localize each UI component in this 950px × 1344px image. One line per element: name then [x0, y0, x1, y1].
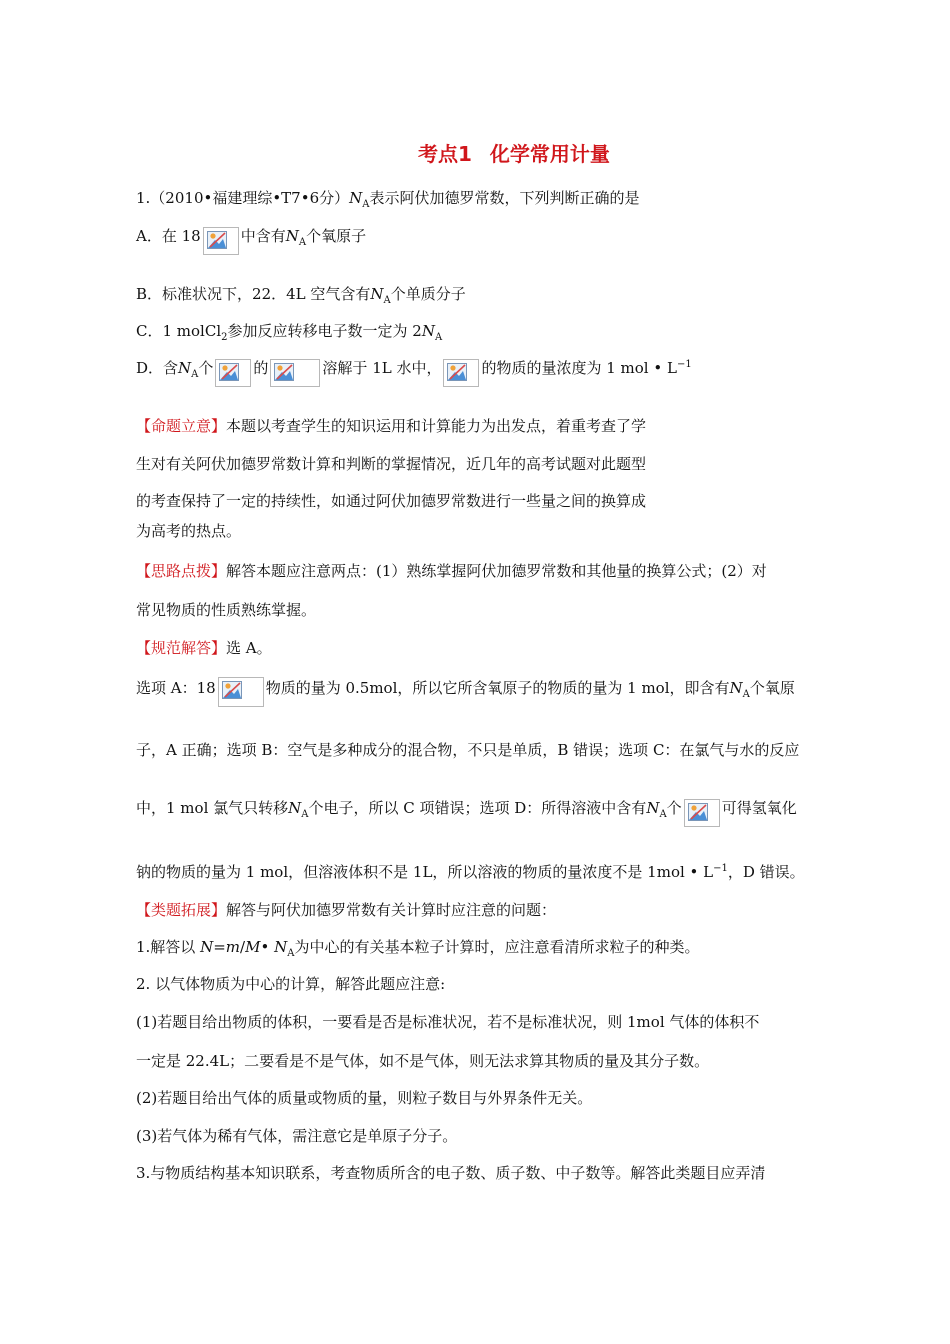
section-tag: 【思路点拨】: [136, 562, 227, 580]
formula-image-icon: [443, 359, 479, 387]
na-symbol: N: [349, 189, 363, 207]
approach-line-1: 【思路点拨】解答本题应注意两点：(1）熟练掌握阿伏加德罗常数和其他量的换算公式；(2）对: [136, 562, 767, 580]
explain-line-4: 钠的物质的量为 1 mol，但溶液体积不是 1L，所以溶液的物质的量浓度不是 1mol • $L^{-1}$，D 错误。: [136, 863, 805, 881]
intent-line-3: 的考查保持了一定的持续性，如通过阿伏加德罗常数进行一些量之间的换算成: [136, 492, 647, 510]
question-stem: 1.（2010•福建理综•T7•6分）$N_A$表示阿伏加德罗常数，下列判断正确的是: [136, 189, 640, 210]
section-tag: 【命题立意】: [136, 417, 227, 435]
section-tag: 【规范解答】: [136, 639, 227, 657]
option-b: B．标准状况下，22．4L 空气含有$N_A$个单质分子: [136, 285, 466, 306]
extend-point-6: 3.与物质结构基本知识联系，考查物质所含的电子数、质子数、中子数等。解答此类题目应弄清: [136, 1164, 766, 1182]
formula-image-icon: [270, 359, 320, 387]
extend-point-4: (2)若题目给出气体的质量或物质的量，则粒子数目与外界条件无关。: [136, 1089, 593, 1107]
section-tag: 【类题拓展】: [136, 901, 227, 919]
approach-line-2: 常见物质的性质熟练掌握。: [136, 601, 317, 619]
option-c: C．1 molCl$_2$参加反应转移电子数一定为 $2N_A$: [136, 322, 443, 343]
formula-image-icon: [218, 677, 264, 707]
explain-line-1: 选项 A：18 物质的量为 0.5mol，所以它所含氧原子的物质的量为 1 mol，即含有$N_A$个氧原: [136, 677, 795, 707]
extend-point-5: (3)若气体为稀有气体，需注意它是单原子分子。: [136, 1127, 458, 1145]
option-a: A．在 18 中含有$N_A$个氧原子: [136, 226, 366, 255]
option-d: D．含$N_A$个 的 溶解于 1L 水中， 的物质的量浓度为 1 mol • $L^{-1}$: [136, 358, 692, 387]
title-text: 化学常用计量: [489, 142, 610, 166]
extend-point-3a: (1)若题目给出物质的体积，一要看是否是标准状况，若不是标准状况，则 1mol 气体的体积不: [136, 1013, 760, 1031]
intent-line-4: 为高考的热点。: [136, 522, 242, 540]
formula-image-icon: [203, 227, 239, 255]
intent-line-1: 【命题立意】本题以考查学生的知识运用和计算能力为出发点，着重考查了学: [136, 417, 647, 435]
intent-line-2: 生对有关阿伏加德罗常数计算和判断的掌握情况，近几年的高考试题对此题型: [136, 455, 647, 473]
extend-point-1: 1.解答以 N=m/M• $N_A$为中心的有关基本粒子计算时，应注意看清所求粒子的种类。: [136, 938, 700, 959]
explain-line-2: 子，A 正确；选项 B：空气是多种成分的混合物，不只是单质，B 错误；选项 C：在氯气与水的反应: [136, 741, 800, 759]
extend-header: 【类题拓展】解答与阿伏加德罗常数有关计算时应注意的问题：: [136, 901, 557, 919]
page-title: [418, 138, 610, 167]
extend-point-3b: 一定是 22.4L；二要看是不是气体，如不是气体，则无法求算其物质的量及其分子数。: [136, 1052, 710, 1070]
answer-line: 【规范解答】选 A。: [136, 639, 272, 657]
formula-image-icon: [215, 359, 251, 387]
title-number: 考点1: [418, 142, 472, 166]
formula-image-icon: [684, 799, 720, 827]
explain-line-3: 中，1 mol 氯气只转移$N_A$个电子，所以 C 项错误；选项 D：所得溶液中含有$N_A$个 可得氢氧化: [136, 798, 797, 827]
extend-point-2: 2. 以气体物质为中心的计算，解答此题应注意:: [136, 975, 446, 993]
